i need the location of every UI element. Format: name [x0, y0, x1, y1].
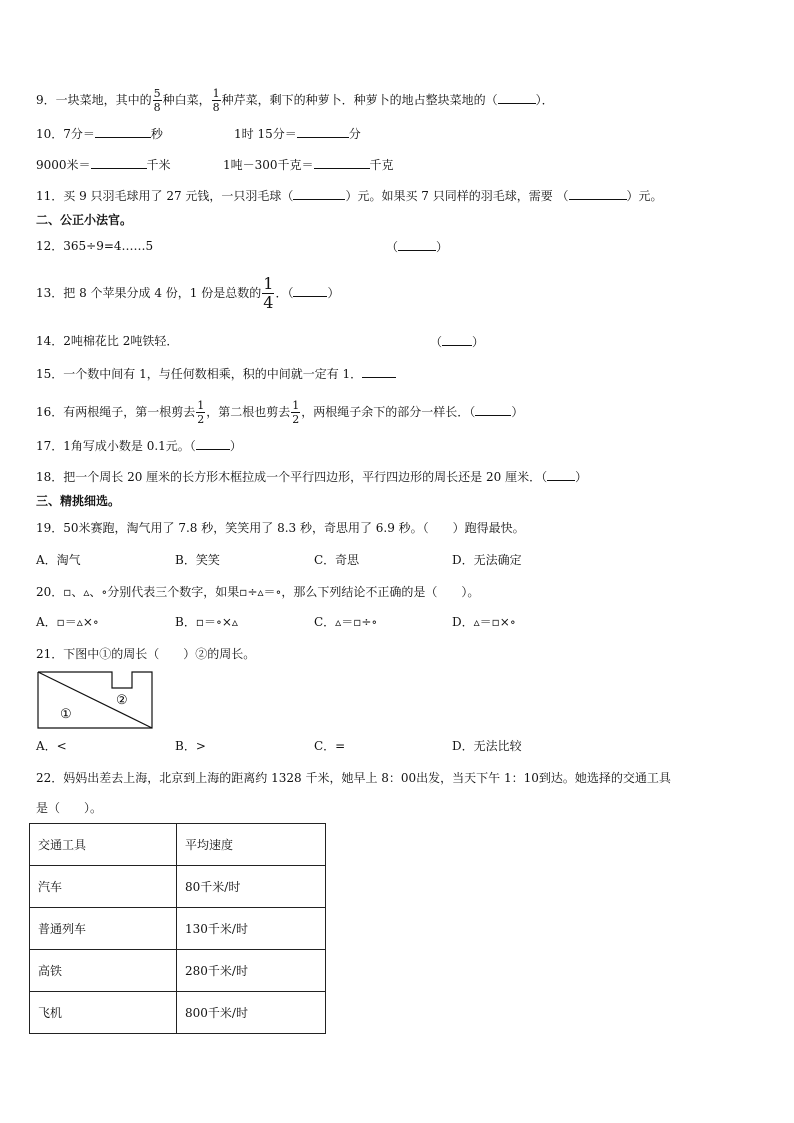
question-20: 20．▫、▵、∘分别代表三个数字，如果▫÷▵＝∘，那么下列结论不正确的是（ ）。	[36, 585, 480, 599]
q12-answer-paren: （ ）	[386, 240, 449, 254]
table-cell: 汽车	[30, 866, 177, 908]
question-10-line-1	[36, 125, 163, 142]
question-16	[36, 400, 523, 425]
q15-text: 15．一个数中间有 1，与任何数相乘，积的中间就一定有 1．	[36, 367, 363, 381]
answer-blank[interactable]	[293, 187, 345, 200]
question-14: 14．2吨棉花比 2吨铁轻．	[36, 334, 179, 348]
answer-blank[interactable]	[569, 187, 627, 200]
table-cell: 高铁	[30, 950, 177, 992]
q10-d-unit: 千克	[369, 158, 394, 172]
option-c[interactable]: C．奇思	[314, 553, 360, 567]
table-header: 交通工具	[30, 824, 177, 866]
option-a[interactable]: A．▫＝▵×∘	[36, 615, 99, 629]
table-cell: 800千米/时	[177, 992, 326, 1034]
question-15	[36, 365, 396, 382]
question-17	[36, 437, 242, 454]
fraction-1-8: $\frac{1}{8}$	[212, 87, 220, 114]
q9-text-3: 种芹菜，剩下的种萝卜．种萝卜的地占整块菜地的（	[221, 93, 498, 107]
question-10-line-2	[36, 156, 171, 173]
option-a[interactable]: A．<	[36, 739, 67, 753]
answer-blank[interactable]	[297, 125, 349, 138]
option-d[interactable]: D．无法确定	[452, 553, 522, 567]
answer-blank[interactable]	[196, 437, 230, 450]
question-22-line-2: 是（ ）。	[36, 801, 103, 815]
q10-c-text: 9000米＝	[36, 158, 91, 172]
q17-text-1: 17．1角写成小数是 0.1元。（	[36, 439, 196, 453]
fraction-1-2: $\frac{1}{2}$	[292, 399, 300, 426]
q10-b-unit: 分	[348, 127, 361, 141]
answer-blank[interactable]	[442, 333, 472, 346]
option-d[interactable]: D．▵＝▫×∘	[452, 615, 516, 629]
option-d[interactable]: D．无法比较	[452, 739, 522, 753]
answer-blank[interactable]	[293, 284, 327, 297]
option-b[interactable]: B．▫＝∘×▵	[175, 615, 238, 629]
question-13	[36, 276, 339, 311]
question-10-b	[234, 125, 361, 142]
table-cell: 130千米/时	[177, 908, 326, 950]
option-b[interactable]: B．>	[175, 739, 206, 753]
q16-text-3: ，两根绳子余下的部分一样长．（	[301, 405, 476, 419]
q13-text-2: ．（	[275, 286, 294, 300]
table-header: 平均速度	[177, 824, 326, 866]
figure-diagonal	[38, 672, 152, 728]
table-row	[30, 992, 326, 1034]
question-10-d	[223, 156, 394, 173]
q18-text-2: ）	[575, 470, 588, 484]
q10-a-unit: 秒	[150, 127, 163, 141]
question-22-line-1: 22．妈妈出差去上海，北京到上海的距离约 1328 千米，她早上 8：00出发，当天下午 1：10到达。她选择的交通工具	[36, 771, 671, 785]
answer-blank[interactable]	[475, 403, 511, 416]
table-cell: 80千米/时	[177, 866, 326, 908]
q11-text-1: 11．买 9 只羽毛球用了 27 元钱，一只羽毛球（	[36, 189, 294, 203]
q10-d-text: 1吨－300千克＝	[223, 158, 314, 172]
answer-blank[interactable]	[91, 156, 147, 169]
table-row	[30, 866, 326, 908]
question-11	[36, 187, 663, 204]
question-21: 21．下图中①的周长（ ）②的周长。	[36, 647, 256, 661]
q13-text-3: ）	[327, 286, 340, 300]
q10-c-unit: 千米	[146, 158, 171, 172]
question-18	[36, 468, 587, 485]
q10-a-text: 10．7分＝	[36, 127, 95, 141]
fraction-5-8: $\frac{5}{8}$	[153, 87, 161, 114]
perimeter-figure	[36, 670, 156, 732]
fraction-1-2: $\frac{1}{2}$	[197, 399, 205, 426]
section-heading-3: 三、精挑细选。	[36, 494, 121, 508]
table-cell: 普通列车	[30, 908, 177, 950]
q9-text-1: 9．一块菜地，其中的	[36, 93, 152, 107]
question-9	[36, 88, 554, 113]
q16-text-4: ）	[511, 405, 524, 419]
fraction-1-4: $\frac{1}{4}$	[263, 274, 274, 312]
region-2-label: ②	[116, 693, 128, 708]
q16-text-1: 16．有两根绳子，第一根剪去	[36, 405, 196, 419]
transport-table	[29, 823, 326, 1034]
table-cell: 飞机	[30, 992, 177, 1034]
table-row	[30, 908, 326, 950]
answer-blank[interactable]	[398, 238, 436, 251]
question-19: 19．50米赛跑，淘气用了 7.8 秒，笑笑用了 8.3 秒，奇思用了 6.9 秒。（ ）跑得最快。	[36, 521, 525, 535]
q17-text-2: ）	[229, 439, 242, 453]
q13-text-1: 13．把 8 个苹果分成 4 份，1 份是总数的	[36, 286, 262, 300]
answer-blank[interactable]	[314, 156, 370, 169]
option-b[interactable]: B．笑笑	[175, 553, 220, 567]
region-1-label: ①	[60, 707, 72, 722]
answer-blank[interactable]	[498, 91, 536, 104]
table-header-row	[30, 824, 326, 866]
table-cell: 280千米/时	[177, 950, 326, 992]
q10-b-text: 1时 15分＝	[234, 127, 297, 141]
q16-text-2: ，第二根也剪去	[206, 405, 291, 419]
section-heading-2: 二、公正小法官。	[36, 213, 133, 227]
table-row	[30, 950, 326, 992]
q18-text-1: 18．把一个周长 20 厘米的长方形木框拉成一个平行四边形，平行四边形的周长还是 20 厘米．（	[36, 470, 548, 484]
answer-blank[interactable]	[362, 365, 396, 378]
q14-answer-paren: （ ）	[430, 335, 485, 349]
option-c[interactable]: C．=	[314, 739, 346, 753]
option-a[interactable]: A．淘气	[36, 553, 81, 567]
q9-text-2: 种白菜，	[162, 93, 211, 107]
question-12: 12．365÷9=4……5	[36, 239, 154, 253]
q11-text-2: ）元。如果买 7 只同样的羽毛球，需要 （	[345, 189, 569, 203]
option-c[interactable]: C．▵＝▫÷∘	[314, 615, 378, 629]
q9-text-4: ）．	[535, 93, 554, 107]
q11-text-3: ）元。	[626, 189, 663, 203]
answer-blank[interactable]	[95, 125, 151, 138]
answer-blank[interactable]	[547, 468, 575, 481]
